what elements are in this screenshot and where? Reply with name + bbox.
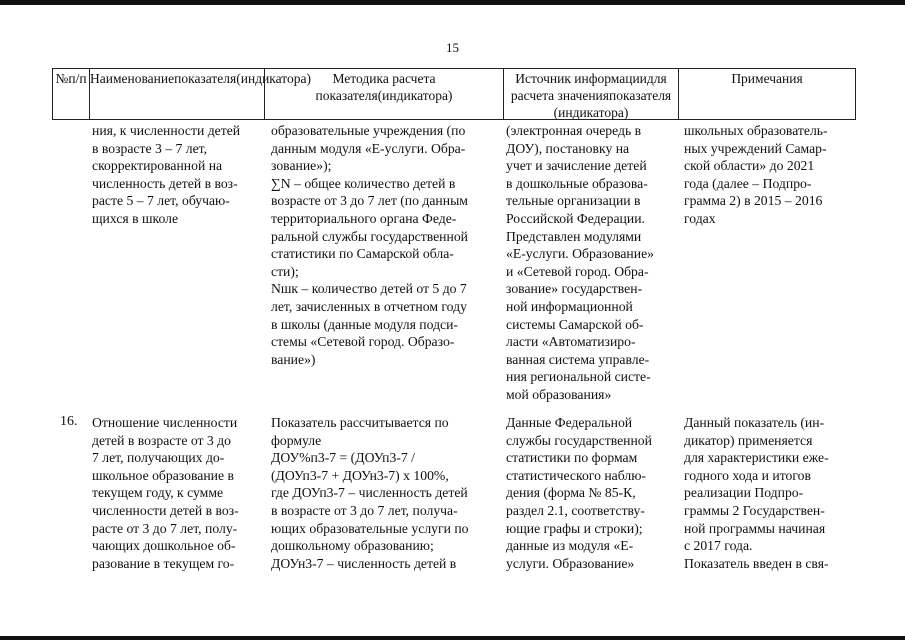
prev-row-name: [92, 122, 262, 228]
text-line: дения (форма № 85-К,: [506, 485, 636, 501]
text-line: ДОУн3-7 – численность детей в: [271, 555, 457, 571]
text-line: (ДОУп3-7 + ДОУн3-7) х 100%,: [271, 467, 449, 483]
text-line: п/п: [68, 71, 87, 86]
text-line: зование» государствен-: [506, 281, 643, 297]
text-line: текущем году, к сумме: [92, 485, 224, 501]
text-line: разование в текущем го-: [92, 555, 235, 571]
text-line: Отношение численности: [92, 415, 238, 430]
text-line: ния региональной систе-: [506, 369, 651, 385]
text-line: дошкольному образованию;: [271, 538, 434, 554]
text-line: статистики по Самарской обла-: [271, 246, 454, 262]
text-line: расте 5 – 7 лет, обучаю-: [92, 193, 230, 209]
text-line: показателя: [174, 71, 237, 86]
text-line: вание»): [271, 351, 316, 367]
text-line: детей в возрасте от 3 до: [92, 432, 231, 448]
text-line: №: [55, 71, 69, 86]
text-line: ∑N – общее количество детей в: [271, 175, 456, 191]
header-col-source: [503, 68, 679, 120]
page-number: 15: [446, 40, 459, 55]
text-line: формуле: [271, 432, 322, 448]
text-line: Nшк – количество детей от 5 до 7: [271, 281, 467, 297]
text-line: услуги. Образование»: [506, 555, 635, 571]
text-line: расте от 3 до 7 лет, полу-: [92, 520, 238, 536]
text-line: для расчета значения: [510, 71, 667, 103]
text-line: с 2017 года.: [684, 538, 753, 554]
prev-row-notes: [684, 122, 852, 228]
text-line: Примечания: [731, 71, 803, 86]
text-line: ванная система управле-: [506, 351, 650, 367]
row-16-method: [271, 414, 499, 572]
text-line: возрасте от 3 до 7 лет (по данным: [271, 193, 468, 209]
text-line: ных учреждений Самар-: [684, 140, 827, 156]
text-line: чающих дошкольное об-: [92, 538, 236, 554]
text-line: численности детей в воз-: [92, 502, 239, 518]
text-line: тельные организации в: [506, 193, 641, 209]
text-line: реализации Подпро-: [684, 485, 804, 501]
text-line: численность детей в воз-: [92, 175, 238, 191]
text-line: лет, зачисленных в отчетном году: [271, 298, 467, 314]
text-line: Показатель введен в свя-: [684, 555, 829, 571]
text-line: показателя (индикатора): [553, 88, 672, 120]
text-line: раздел 2.1, соответству-: [506, 502, 645, 518]
text-line: статистики по формам: [506, 450, 638, 466]
text-line: ной информационной: [506, 298, 633, 314]
text-line: ской области» до 2021: [684, 158, 815, 174]
text-line: ральной службы государственной: [271, 228, 469, 244]
prev-row-method: [271, 122, 499, 368]
header-col-notes: [678, 68, 856, 120]
text-line: «Е-услуги. Образование»: [506, 246, 655, 262]
text-line: образовательные учреждения (по: [271, 123, 466, 138]
text-line: данные из модуля «Е-: [506, 538, 634, 554]
text-line: (индикатора): [377, 88, 453, 103]
text-line: Наименование: [90, 71, 175, 86]
text-line: годах: [684, 210, 716, 226]
text-line: ной программы начиная: [684, 520, 826, 536]
text-line: зование»);: [271, 158, 332, 174]
text-line: статистического наблю-: [506, 467, 646, 483]
prev-row-source: [506, 122, 674, 404]
text-line: ДОУ%п3-7 = (ДОУп3-7 /: [271, 450, 415, 466]
text-line: стемы «Сетевой город. Образо-: [271, 334, 455, 350]
row-16-name: [92, 414, 262, 572]
header-col-method: [264, 68, 504, 120]
text-line: Представлен модулями: [506, 228, 642, 244]
row-16-notes: [684, 414, 852, 572]
page-bottom-border: [0, 636, 905, 640]
text-line: Источник информации: [515, 71, 647, 86]
text-line: Данный показатель (ин-: [684, 415, 825, 430]
text-line: мой образования»: [506, 386, 612, 402]
header-col-name: [89, 68, 311, 120]
text-line: системы Самарской об-: [506, 316, 644, 332]
text-line: службы государственной: [506, 432, 652, 448]
header-col-number: [52, 68, 90, 120]
page-top-border: [0, 0, 905, 5]
text-line: для характеристики еже-: [684, 450, 829, 466]
text-line: скорректированной на: [92, 158, 223, 174]
text-line: граммы 2 Государствен-: [684, 502, 825, 518]
text-line: (индикатора): [236, 71, 311, 86]
text-line: учет и зачисление детей: [506, 158, 647, 174]
text-line: школьное образование в: [92, 467, 234, 483]
text-line: ния, к численности детей: [92, 123, 241, 138]
text-line: Данные Федеральной: [506, 415, 633, 430]
row-16-source: [506, 414, 674, 572]
text-line: (электронная очередь в: [506, 123, 642, 138]
text-line: данным модуля «Е-услуги. Обра-: [271, 140, 466, 156]
text-line: в возрасте от 3 до 7 лет, получа-: [271, 502, 458, 518]
text-line: ющих образовательные услуги по: [271, 520, 469, 536]
text-line: 7 лет, получающих до-: [92, 450, 225, 466]
text-line: школьных образователь-: [684, 123, 828, 138]
text-line: Методика расчета показателя: [315, 71, 436, 103]
text-line: в дошкольные образова-: [506, 175, 648, 191]
text-line: ющие графы и строки);: [506, 520, 643, 536]
text-line: щихся в школе: [92, 210, 179, 226]
text-line: сти);: [271, 263, 299, 279]
text-line: Показатель рассчитывается по: [271, 415, 449, 430]
text-line: Российской Федерации.: [506, 210, 645, 226]
row-16-number: 16.: [60, 414, 78, 429]
text-line: года (далее – Подпро-: [684, 175, 812, 191]
text-line: дикатор) применяется: [684, 432, 813, 448]
text-line: в школы (данные модуля подси-: [271, 316, 458, 332]
text-line: в возрасте 3 – 7 лет,: [92, 140, 208, 156]
text-line: годного хода и итогов: [684, 467, 811, 483]
text-line: ласти «Автоматизиро-: [506, 334, 636, 350]
text-line: и «Сетевой город. Обра-: [506, 263, 649, 279]
text-line: ДОУ), постановку на: [506, 140, 630, 156]
text-line: территориального органа Феде-: [271, 210, 457, 226]
text-line: грамма 2) в 2015 – 2016: [684, 193, 823, 209]
text-line: где ДОУп3-7 – численность детей: [271, 485, 468, 501]
